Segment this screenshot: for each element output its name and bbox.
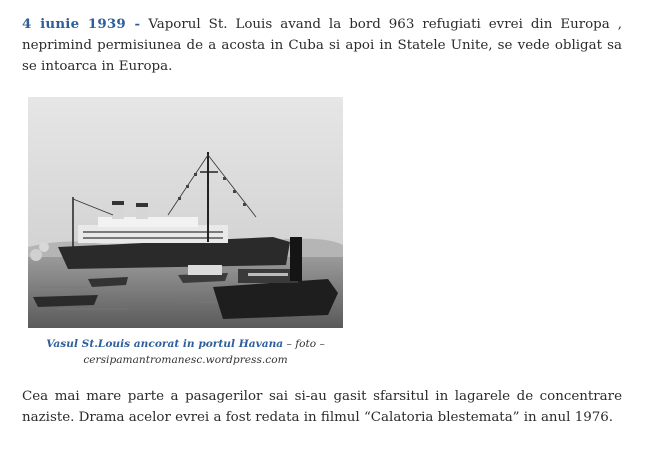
intro-paragraph [22,14,622,77]
photo-caption [28,336,343,368]
closing-paragraph: Cea mai mare parte a pasagerilor sai si-au gasit sfarsitul in lagarele de concentrare naziste. Drama acelor evrei a fost redata in filmul “Calatoria blestemata” in anul 1976. [22,389,622,425]
caption-link[interactable]: Vasul St.Louis ancorat in portul Havana [46,338,284,350]
caption-credit: – foto – cersipamantromanesc.wordpress.com [83,338,325,366]
event-date: 4 iunie 1939 - [22,16,141,32]
intro-text: Vaporul St. Louis avand la bord 963 refugiati evrei din Europa , neprimind permisiunea de a acosta in Cuba si apoi in Statele Unite, se vede obligat sa se intoarca in Europa. [22,17,622,74]
photo-figure [28,97,343,368]
ship-photo [28,97,343,328]
